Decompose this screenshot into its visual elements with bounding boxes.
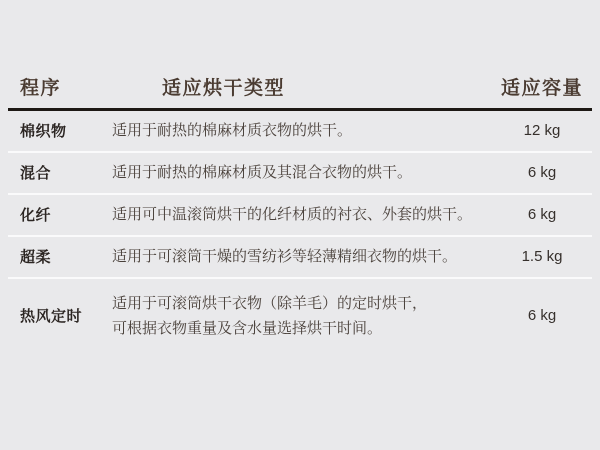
program-capacity: 6 kg [527, 164, 557, 182]
program-description: 适用于耐热的棉麻材质衣物的烘干。 [112, 122, 353, 140]
program-description [112, 291, 492, 341]
program-name: 棉织物 [20, 123, 67, 141]
table-row-synthetic [8, 195, 592, 237]
program-table [8, 78, 592, 353]
program-description: 适用于可滚筒干燥的雪纺衫等轻薄精细衣物的烘干。 [112, 248, 458, 266]
table-header [8, 78, 592, 111]
description-line-2: 可根据衣物重量及含水量选择烘干时间。 [112, 319, 383, 337]
description-line-1: 适用于可滚筒烘干衣物（除羊毛）的定时烘干， [112, 294, 428, 312]
program-capacity: 6 kg [527, 206, 557, 224]
program-name: 超柔 [20, 249, 52, 267]
program-description: 适用于耐热的棉麻材质及其混合衣物的烘干。 [112, 164, 413, 182]
table-row-timed-hot-air [8, 279, 592, 353]
program-name: 化纤 [20, 207, 52, 225]
header-program: 程序 [20, 78, 62, 99]
header-capacity: 适应容量 [500, 78, 583, 99]
table-row-mixed [8, 153, 592, 195]
program-description: 适用可中温滚筒烘干的化纤材质的衬衣、外套的烘干。 [112, 206, 473, 224]
program-name: 混合 [20, 165, 52, 183]
program-capacity: 1.5 kg [521, 248, 563, 266]
program-name: 热风定时 [20, 308, 83, 326]
header-drying-type: 适应烘干类型 [162, 78, 286, 99]
program-capacity: 6 kg [527, 307, 557, 325]
table-row-cotton [8, 111, 592, 153]
program-capacity: 12 kg [523, 122, 561, 140]
table-row-delicate [8, 237, 592, 279]
